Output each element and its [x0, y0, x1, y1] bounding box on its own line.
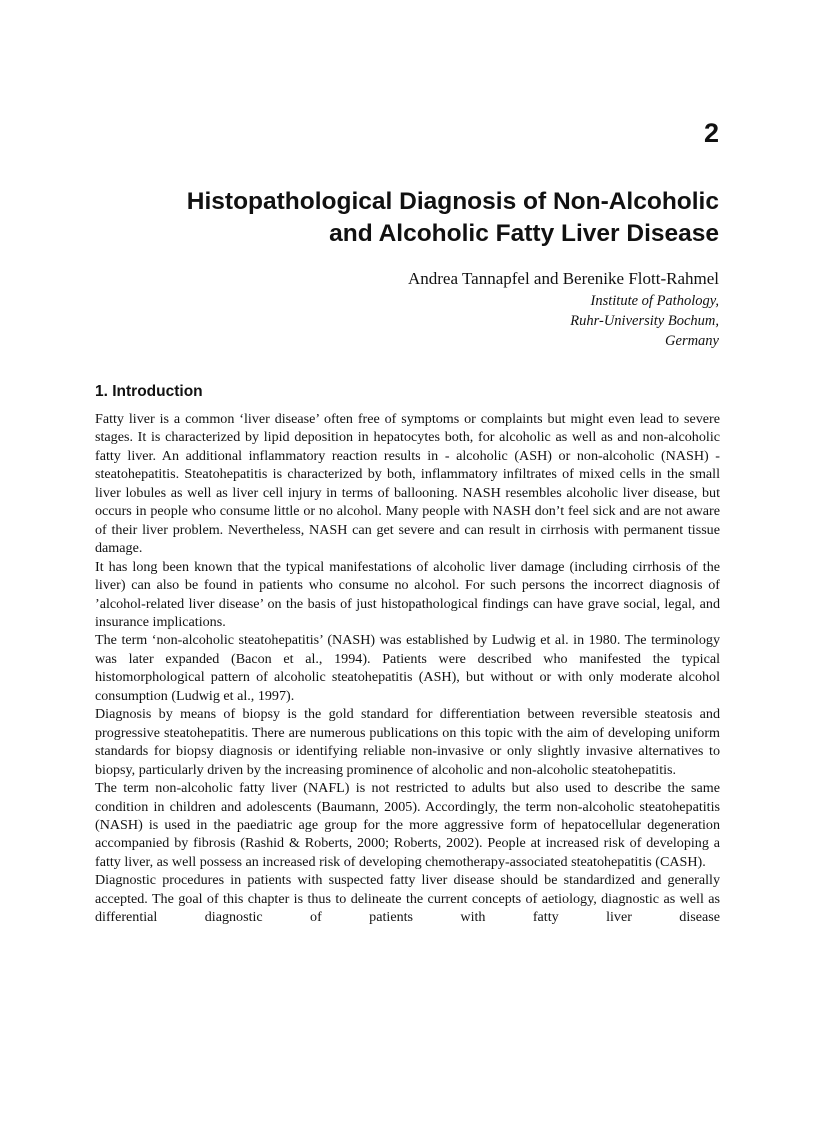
paragraph: The term non-alcoholic fatty liver (NAFL) is not restricted to adults but also used to describe the same condition in children and adolescents (Baumann, 2005). Accordingly, the term non-alcoholic steatohepatitis (NASH) is used in the paediatric age group for the more aggressive form of hepatocellular degeneration accompanied by fibrosis (Rashid & Roberts, 2000; Roberts, 2002). People at increased risk of developing a fatty liver, as well possess an increased risk of developing chemotherapy-associated steatohepatitis (CASH).: [95, 780, 720, 870]
paragraph: Diagnostic procedures in patients with suspected fatty liver disease should be standardized and generally accepted. The goal of this chapter is thus to delineate the current concepts of aetiology, diagnostic as well as differential diagnostic of patients with fatty liver disease: [95, 872, 720, 926]
paragraph: The term ‘non-alcoholic steatohepatitis’ (NASH) was established by Ludwig et al. in 1980. The terminology was later expanded (Bacon et al., 1994). Patients were described who manifested the typical histomorphological pattern of alcoholic steatohepatitis (ASH), but without or with only moderate alcohol consumption (Ludwig et al., 1997).: [95, 632, 720, 704]
paragraph: Diagnosis by means of biopsy is the gold standard for differentiation between reversible steatosis and progressive steatohepatitis. There are numerous publications on this topic with the aim of developing uniform standards for biopsy diagnosis or identifying reliable non-invasive or only slightly invasive alternatives to biopsy, particularly driven by the increasing prominence of alcoholic and non-alcoholic steatohepatitis.: [95, 706, 720, 778]
authors: Andrea Tannapfel and Berenike Flott-Rahmel: [407, 269, 719, 288]
chapter-title-line: and Alcoholic Fatty Liver Disease: [329, 220, 719, 247]
affiliation-line: Institute of Pathology,: [590, 293, 719, 309]
paragraph: Fatty liver is a common ‘liver disease’ often free of symptoms or complaints but might even lead to severe stages. It is characterized by lipid deposition in hepatocytes both, for alcoholic as well as and non-alcoholic fatty liver. An additional inflammatory reaction results in - alcoholic (ASH) or non-alcoholic (NASH) - steatohepatitis. Steatohepatitis is characterized by both, inflammatory infiltrates of mixed cells in the small liver lobules as well as liver cell injury in terms of ballooning. NASH resembles alcoholic liver disease, but occurs in people who consume little or no alcohol. Many people with NASH don’t feel sick and are not aware of their liver problem. Nevertheless, NASH can get severe and can result in cirrhosis with permanent tissue damage.: [95, 411, 720, 557]
section-heading: 1. Introduction: [95, 383, 203, 400]
paragraph: It has long been known that the typical manifestations of alcoholic liver damage (including cirrhosis of the liver) can also be found in patients who consume no alcohol. For such persons the incorrect diagnosis of ’alcohol-related liver disease’ on the basis of just histopathological findings can have grave social, legal, and insurance implications.: [95, 558, 720, 630]
chapter-number: 2: [703, 118, 719, 148]
chapter-title-line: Histopathological Diagnosis of Non-Alcoholic: [186, 188, 719, 215]
chapter-title: [79, 186, 719, 250]
affiliation: [570, 291, 719, 351]
body-text: [95, 410, 720, 927]
affiliation-line: Ruhr-University Bochum,: [570, 313, 719, 329]
affiliation-line: Germany: [665, 333, 719, 349]
